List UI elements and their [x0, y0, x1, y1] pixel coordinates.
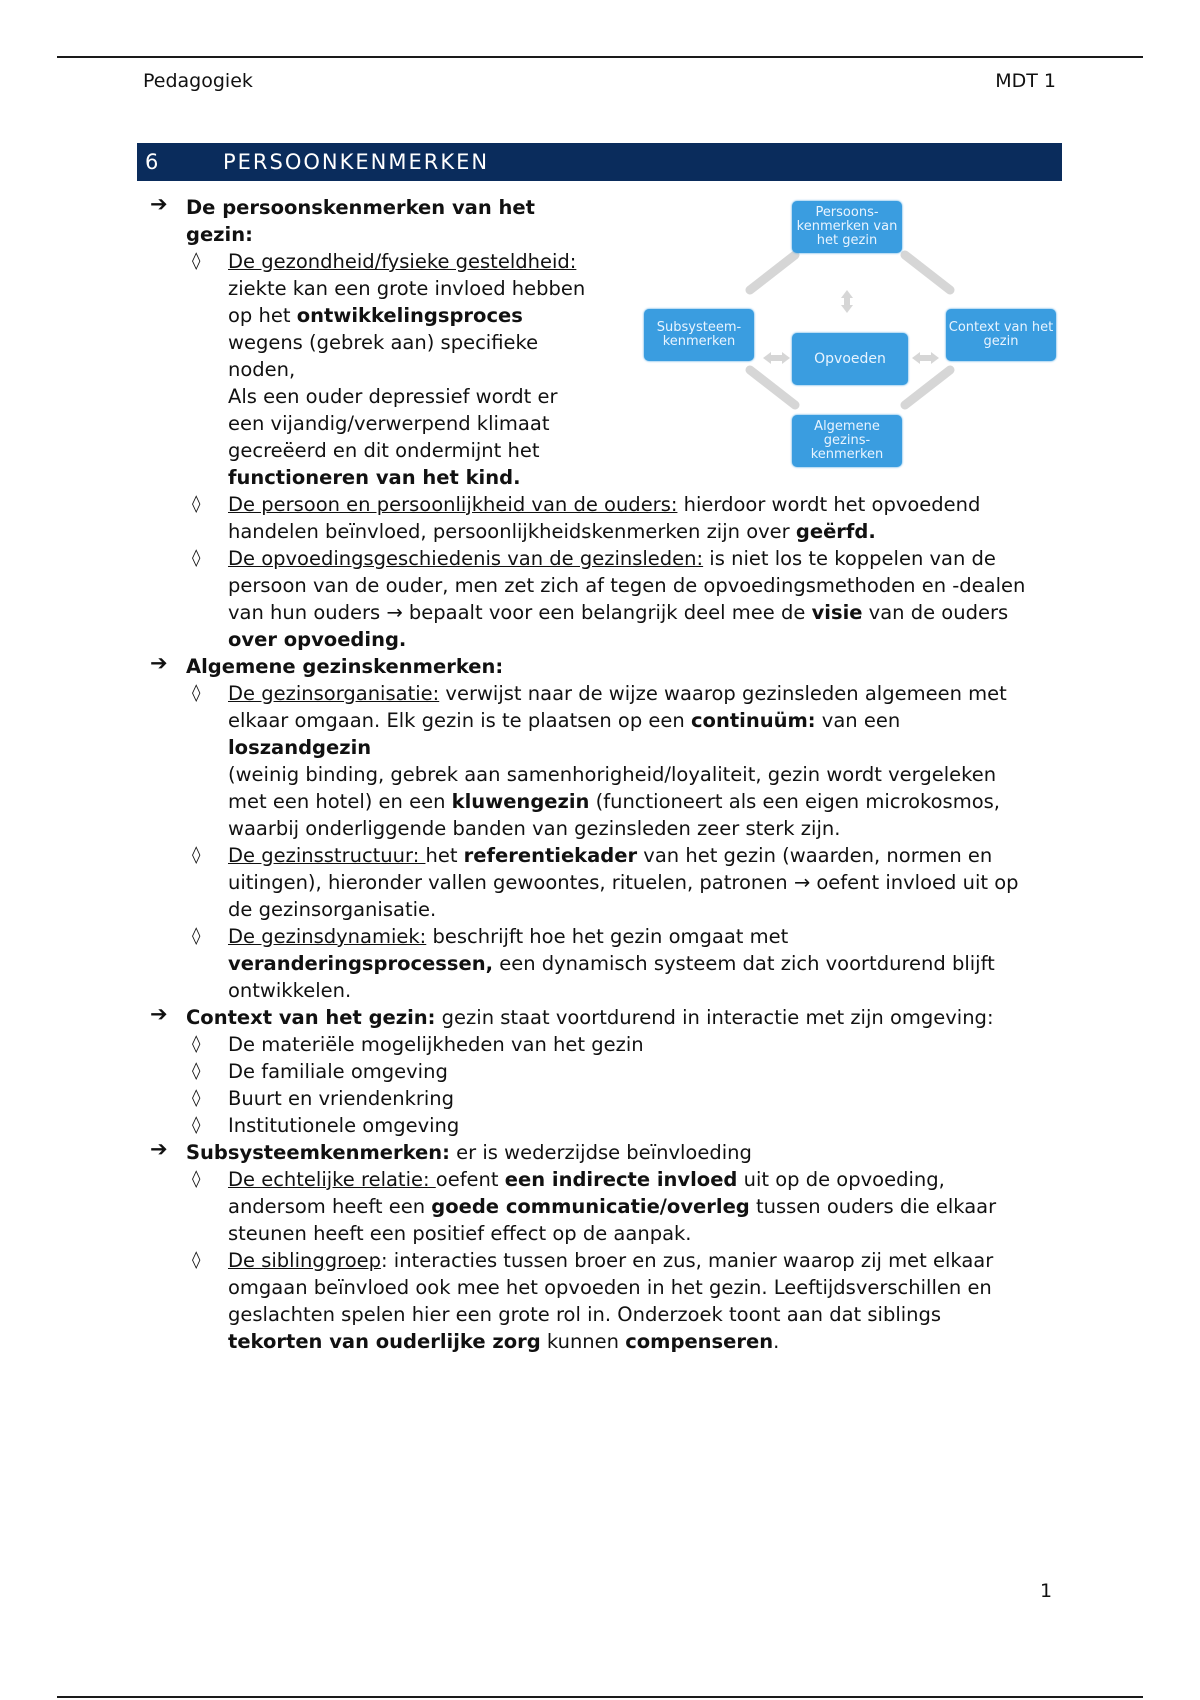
text-line: persoon van de ouder, men zet zich af tegen de opvoedingsmethoden en -dealen [228, 574, 1026, 597]
text-line: de gezinsorganisatie. [228, 898, 437, 921]
text-line: veranderingsprocessen, een dynamisch systeem dat zich voortdurend blijft [228, 952, 995, 975]
arrow-top-left [750, 255, 795, 290]
text-line: (weinig binding, gebrek aan samenhorigheid/loyaliteit, gezin wordt vergeleken [228, 763, 997, 786]
text-line: uitingen), hieronder vallen gewoontes, rituelen, patronen → oefent invloed uit op [228, 871, 1019, 894]
section-title: PERSOONKENMERKEN [223, 150, 490, 174]
diagram-box-right: Context van het gezin [946, 309, 1056, 361]
text-line: Als een ouder depressief wordt er [228, 385, 558, 408]
arrow-right-shaft [919, 355, 931, 361]
arrow-down-head [841, 305, 853, 313]
heading-algemene-gezinskenmerken: Algemene gezinskenmerken: [186, 655, 504, 678]
page-number: 1 [1040, 1580, 1053, 1602]
heading-persoonskenmerken-cont: gezin: [186, 223, 253, 246]
header-rule [57, 56, 1143, 58]
arrow-bullet-icon: ➔ [150, 1137, 168, 1161]
text-line: wegens (gebrek aan) specifieke [228, 331, 539, 354]
list-item: De familiale omgeving [228, 1060, 448, 1083]
text-line: ziekte kan een grote invloed hebben [228, 277, 586, 300]
text-line: omgaan beïnvloed ook mee het opvoeden in het gezin. Leeftijdsverschillen en [228, 1276, 992, 1299]
list-item: Institutionele omgeving [228, 1114, 460, 1137]
text-line: geslachten spelen hier een grote rol in. Onderzoek toont aan dat siblings [228, 1303, 942, 1326]
diagram-box-left: Subsysteem-kenmerken [644, 309, 754, 361]
text-line: noden, [228, 358, 296, 381]
diamond-bullet-icon: ◊ [192, 845, 201, 865]
list-item: De materiële mogelijkheden van het gezin [228, 1033, 644, 1056]
diagram-box-top: Persoons-kenmerken van het gezin [792, 201, 902, 253]
section-banner [137, 143, 1062, 181]
text-line: van hun ouders → bepaalt voor een belangrijk deel mee de visie van de ouders [228, 601, 1009, 624]
diamond-bullet-icon: ◊ [192, 1169, 201, 1189]
header-right: MDT 1 [995, 70, 1056, 92]
text-line: handelen beïnvloed, persoonlijkheidskenmerken zijn over geërfd. [228, 520, 876, 543]
diamond-bullet-icon: ◊ [192, 1061, 201, 1081]
text-line: steunen heeft een positief effect op de aanpak. [228, 1222, 692, 1245]
arrow-bullet-icon: ➔ [150, 192, 168, 216]
arrow-bullet-icon: ➔ [150, 1002, 168, 1026]
text-line: loszandgezin [228, 736, 372, 759]
diamond-bullet-icon: ◊ [192, 1115, 201, 1135]
text-line: waarbij onderliggende banden van gezinsleden zeer sterk zijn. [228, 817, 841, 840]
diamond-bullet-icon: ◊ [192, 1250, 201, 1270]
list-item: Buurt en vriendenkring [228, 1087, 455, 1110]
arrow-right-head [912, 352, 920, 364]
arrow-bullet-icon: ➔ [150, 651, 168, 675]
arrow-bottom-right [905, 370, 950, 405]
item-gezinsdynamiek: De gezinsdynamiek: beschrijft hoe het gezin omgaat met [228, 925, 789, 948]
heading-persoonskenmerken: De persoonskenmerken van het [186, 196, 535, 219]
arrow-right-head2 [931, 352, 939, 364]
section-number: 6 [145, 150, 161, 174]
arrow-bottom-left [750, 370, 795, 405]
item-gezinsorganisatie: De gezinsorganisatie: verwijst naar de wijze waarop gezinsleden algemeen met [228, 682, 1007, 705]
arrow-left-head [763, 352, 771, 364]
diamond-bullet-icon: ◊ [192, 494, 201, 514]
heading-subsysteemkenmerken: Subsysteemkenmerken: er is wederzijdse beïnvloeding [186, 1141, 752, 1164]
text-line: tekorten van ouderlijke zorg kunnen compenseren. [228, 1330, 780, 1353]
arrow-left-head2 [782, 352, 790, 364]
diagram-box-bottom: Algemene gezins-kenmerken [792, 415, 902, 467]
diamond-bullet-icon: ◊ [192, 1034, 201, 1054]
text-line: gecreëerd en dit ondermijnt het [228, 439, 540, 462]
diamond-bullet-icon: ◊ [192, 1088, 201, 1108]
item-siblinggroep: De siblinggroep: interacties tussen broer en zus, manier waarop zij met elkaar [228, 1249, 994, 1272]
text-line: ontwikkelen. [228, 979, 352, 1002]
text-line: elkaar omgaan. Elk gezin is te plaatsen op een continuüm: van een [228, 709, 901, 732]
text-line: andersom heeft een goede communicatie/overleg tussen ouders die elkaar [228, 1195, 997, 1218]
arrow-up-head [841, 290, 853, 298]
text-line: functioneren van het kind. [228, 466, 521, 489]
arrow-top-right [905, 255, 950, 290]
diagram-box-center: Opvoeden [792, 333, 908, 385]
header-left: Pedagogiek [143, 70, 253, 92]
item-echtelijke-relatie: De echtelijke relatie: oefent een indirecte invloed uit op de opvoeding, [228, 1168, 945, 1191]
item-gezondheid: De gezondheid/fysieke gesteldheid: [228, 250, 577, 273]
diamond-bullet-icon: ◊ [192, 683, 201, 703]
context-diagram [640, 195, 1060, 475]
text-line: over opvoeding. [228, 628, 407, 651]
heading-context-gezin: Context van het gezin: gezin staat voortdurend in interactie met zijn omgeving: [186, 1006, 994, 1029]
text-line: op het ontwikkelingsproces [228, 304, 523, 327]
item-opvoedingsgeschiedenis: De opvoedingsgeschiedenis van de gezinsleden: is niet los te koppelen van de [228, 547, 996, 570]
item-gezinsstructuur: De gezinsstructuur: het referentiekader van het gezin (waarden, normen en [228, 844, 993, 867]
diamond-bullet-icon: ◊ [192, 251, 201, 271]
footer-rule [57, 1696, 1143, 1698]
diamond-bullet-icon: ◊ [192, 548, 201, 568]
text-line: een vijandig/verwerpend klimaat [228, 412, 550, 435]
item-persoon-ouders: De persoon en persoonlijkheid van de ouders: hierdoor wordt het opvoedend [228, 493, 981, 516]
text-line: met een hotel) en een kluwengezin (functioneert als een eigen microkosmos, [228, 790, 1000, 813]
diamond-bullet-icon: ◊ [192, 926, 201, 946]
arrow-left-shaft [770, 355, 782, 361]
